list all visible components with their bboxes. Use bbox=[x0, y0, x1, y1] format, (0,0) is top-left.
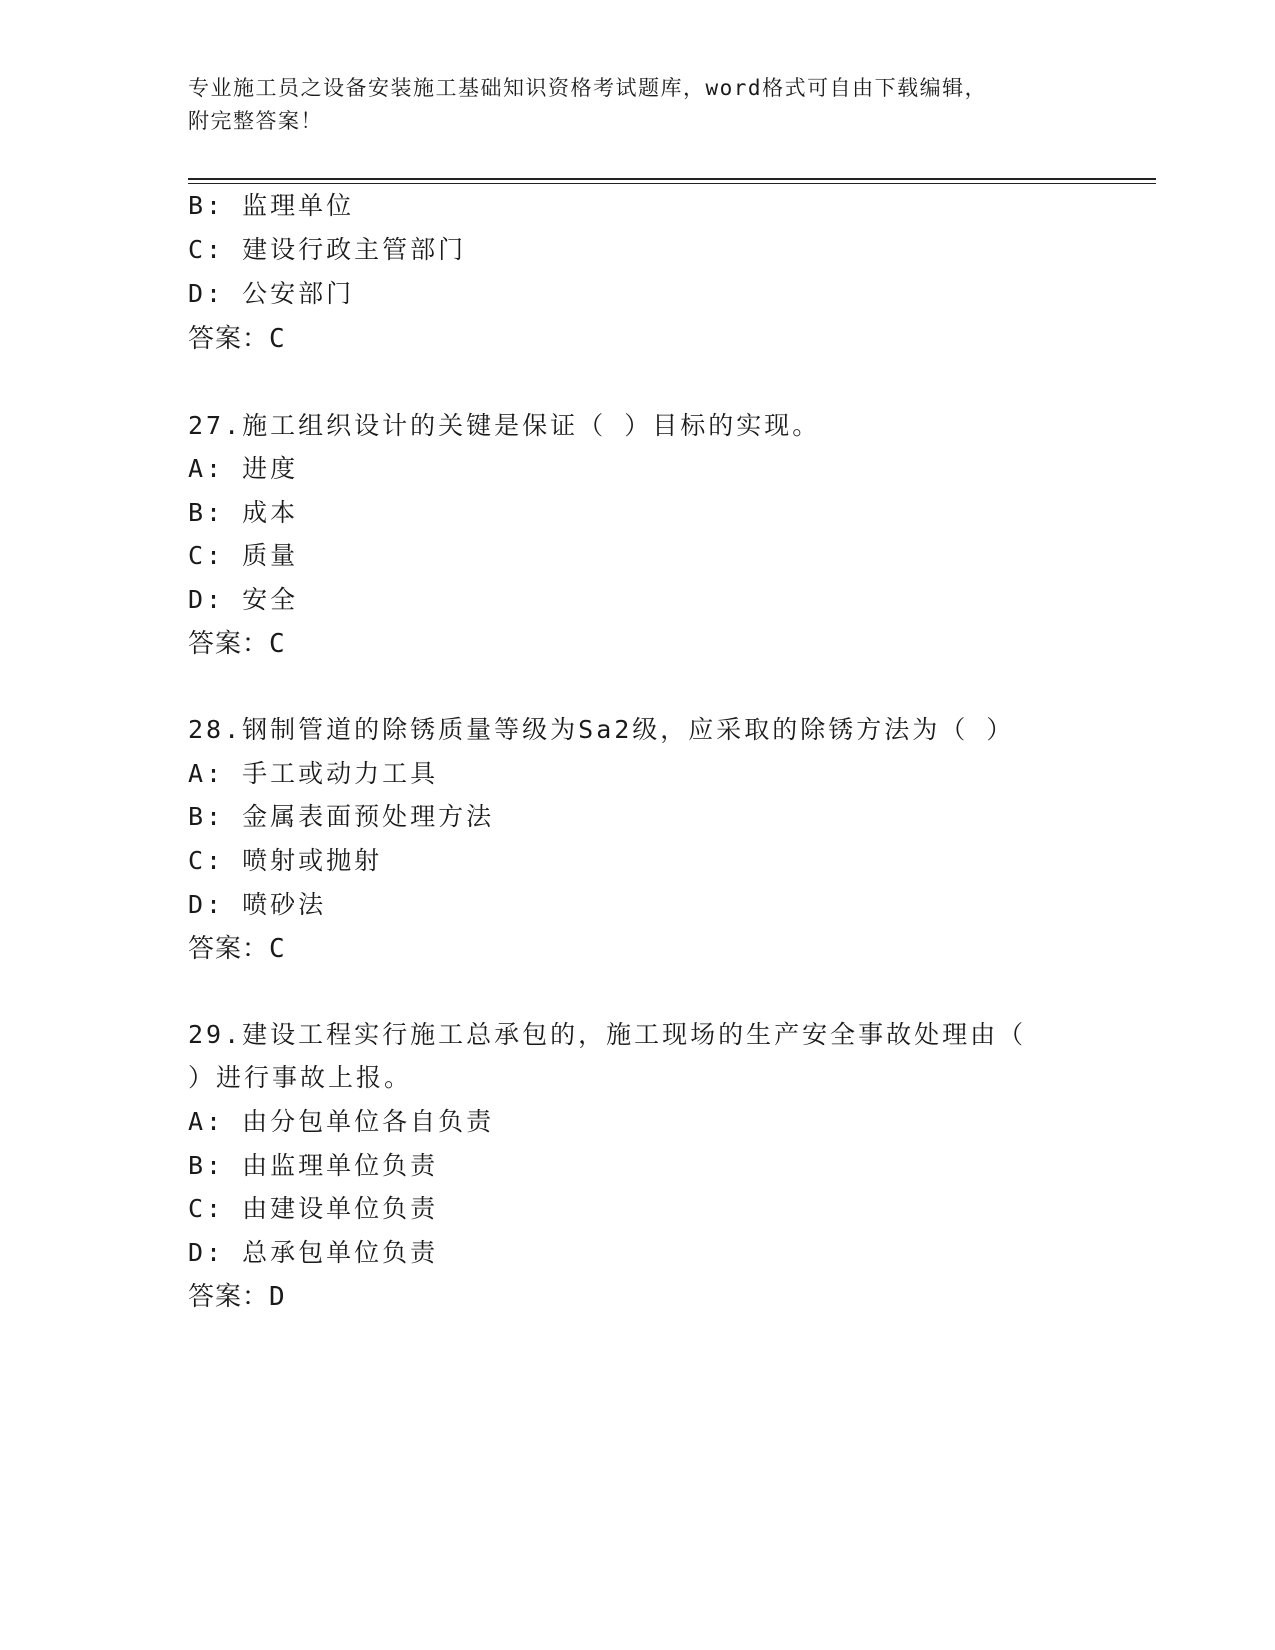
q26-answer bbox=[188, 318, 285, 355]
q27-option-a: A: 进度 bbox=[188, 454, 299, 483]
q27-stem: 27.施工组织设计的关键是保证（ ）目标的实现。 bbox=[188, 411, 821, 440]
answer-label: 答案： bbox=[188, 1282, 270, 1312]
q26-option-c: C: 建设行政主管部门 bbox=[188, 235, 467, 264]
q28-answer bbox=[188, 928, 285, 965]
q27-answer bbox=[188, 623, 285, 660]
header-line-2: 附完整答案！ bbox=[188, 109, 323, 133]
q29-stem-line-2: ）进行事故上报。 bbox=[188, 1063, 413, 1092]
answer-label: 答案： bbox=[188, 629, 270, 659]
answer-value: C bbox=[269, 324, 285, 354]
q28-option-a: A: 手工或动力工具 bbox=[188, 759, 439, 788]
q28-option-c: C: 喷射或抛射 bbox=[188, 846, 383, 875]
header-divider-thick bbox=[188, 178, 1156, 180]
q28-stem: 28.钢制管道的除锈质量等级为Sa2级，应采取的除锈方法为（ ） bbox=[188, 715, 1015, 744]
q29-option-a: A: 由分包单位各自负责 bbox=[188, 1107, 495, 1136]
answer-label: 答案： bbox=[188, 324, 270, 354]
header-divider-thin bbox=[188, 183, 1156, 184]
q26-option-b: B: 监理单位 bbox=[188, 191, 355, 220]
answer-value: C bbox=[269, 629, 285, 659]
q29-stem-line-1: 29.建设工程实行施工总承包的，施工现场的生产安全事故处理由（ bbox=[188, 1020, 1027, 1049]
q26-option-d: D: 公安部门 bbox=[188, 279, 355, 308]
answer-value: D bbox=[269, 1282, 285, 1312]
q27-option-c: C: 质量 bbox=[188, 541, 299, 570]
answer-label: 答案： bbox=[188, 934, 270, 964]
q29-option-d: D: 总承包单位负责 bbox=[188, 1238, 439, 1267]
header-line-1: 专业施工员之设备安装施工基础知识资格考试题库，word格式可自由下载编辑， bbox=[188, 76, 988, 100]
q27-option-b: B: 成本 bbox=[188, 498, 299, 527]
document-header bbox=[188, 72, 1068, 138]
q29-option-c: C: 由建设单位负责 bbox=[188, 1194, 439, 1223]
answer-value: C bbox=[269, 934, 285, 964]
q28-option-d: D: 喷砂法 bbox=[188, 890, 327, 919]
q29-answer bbox=[188, 1276, 285, 1313]
q27-option-d: D: 安全 bbox=[188, 585, 299, 614]
q29-option-b: B: 由监理单位负责 bbox=[188, 1151, 439, 1180]
q28-option-b: B: 金属表面预处理方法 bbox=[188, 802, 495, 831]
